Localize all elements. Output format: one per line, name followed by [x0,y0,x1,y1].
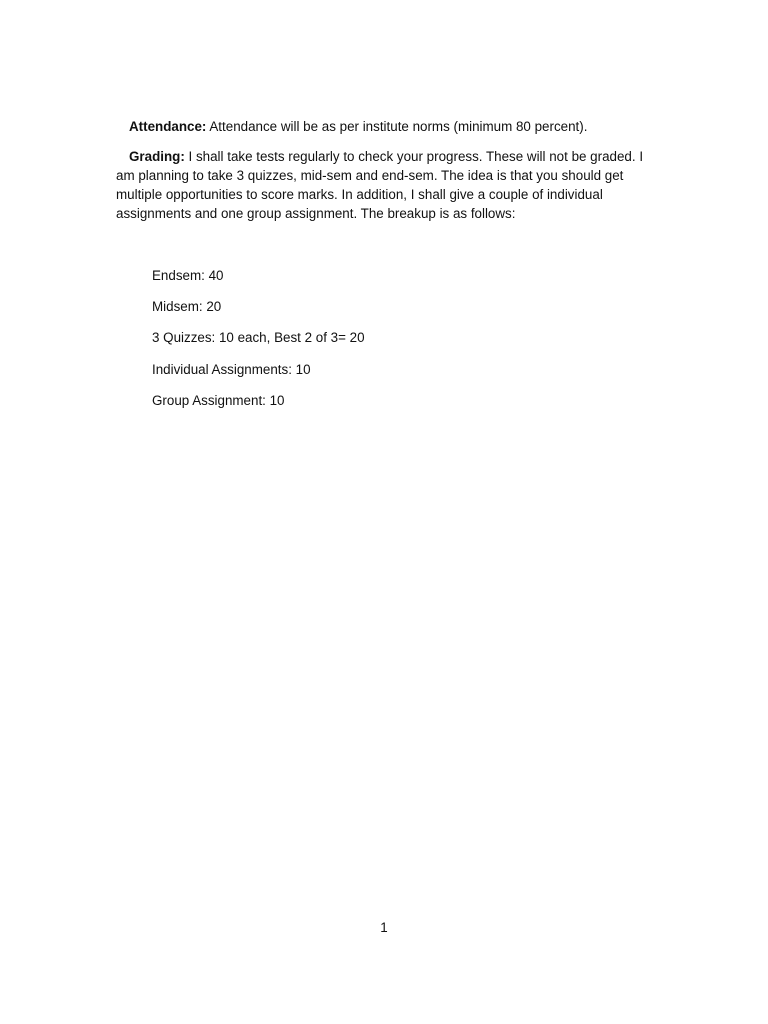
grading-paragraph [116,147,656,223]
breakup-item-midsem: Midsem: 20 [152,299,222,315]
breakup-item-endsem: Endsem: 40 [152,268,224,283]
attendance-label: Attendance: [129,119,207,134]
breakup-item-group-assignment: Group Assignment: 10 [152,392,285,408]
breakup-item-quizzes: 3 Quizzes: 10 each, Best 2 of 3= 20 [152,330,365,346]
attendance-text: Attendance will be as per institute norms (minimum 80 percent). [206,119,588,134]
page-number: 1 [380,920,388,935]
grading-text: I shall take tests regularly to check your progress. These will not be graded. I am planning to take 3 quizzes, mid-sem and end-sem. The idea is that you should get multiple opportunities to score marks. In addition, I shall give a couple of individual assignments and one group assignment. The breakup is as follows: [116,149,644,221]
breakup-item-individual-assignments: Individual Assignments: 10 [152,361,311,377]
grade-breakup-list [152,266,365,422]
attendance-paragraph [116,117,656,136]
grading-label: Grading: [129,149,185,164]
